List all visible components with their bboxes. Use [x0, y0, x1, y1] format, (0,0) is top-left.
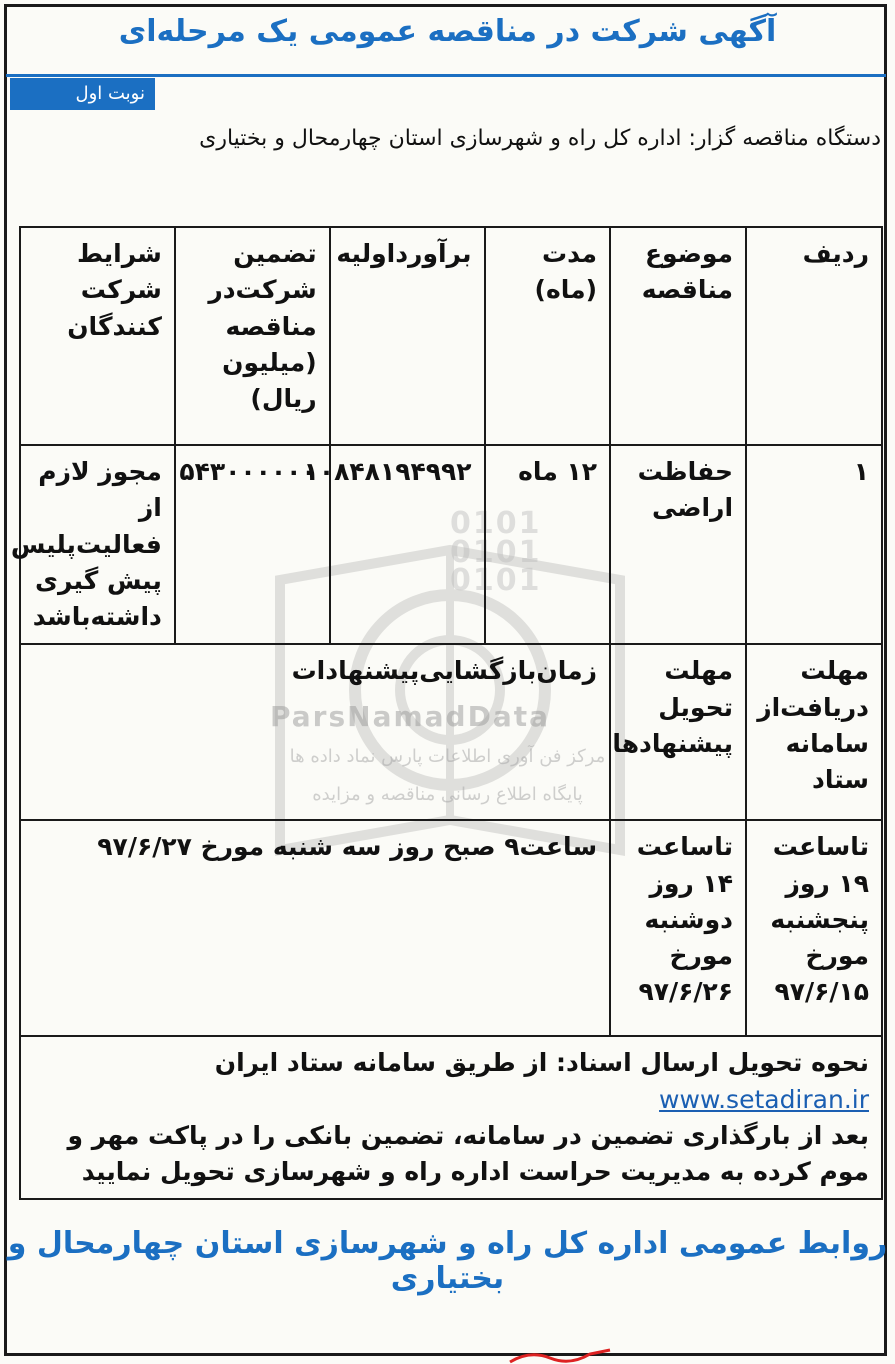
header-subject: موضوع مناقصه	[610, 227, 746, 445]
footer-signature: روابط عمومی اداره کل راه و شهرسازی استان چهارمحال و بختیاری	[7, 1226, 888, 1296]
header-receive-deadline: مهلت دریافت‌از سامانه ستاد	[746, 644, 882, 820]
header-guarantee: تضمین شرکت‌در مناقصه (میلیون ریال)	[175, 227, 330, 445]
cell-conditions: مجوز لازم از فعالیت‌پلیس پیش گیری داشته‌باشد	[20, 445, 175, 644]
header-row-no: ردیف	[746, 227, 882, 445]
header-conditions: شرایط شرکت کنندگان	[20, 227, 175, 445]
value-opening-time: ساعت۹ صبح روز سه شنبه مورخ ۹۷/۶/۲۷	[20, 820, 610, 1036]
cell-guarantee: ۵۴۳۰۰۰۰۰۰	[175, 445, 330, 644]
watermark-line-1: مرکز فن آوری اطلاعات پارس نماد داده ها	[289, 746, 606, 767]
header-duration: مدت (ماه)	[485, 227, 611, 445]
delivery-body: بعد از بارگذاری تضمین در سامانه، تضمین بانکی را در پاکت مهر و موم کرده به مدیریت حراست اداره راه و شهرسازی تحویل نمایید	[67, 1120, 869, 1186]
watermark-digits: 0101 0101 0101	[450, 506, 542, 598]
round-badge: نوبت اول	[10, 78, 155, 110]
cell-duration: ۱۲ ماه	[485, 445, 611, 644]
tender-table	[10, 226, 883, 1200]
value-submit-deadline: تاساعت ۱۴ روز دوشنبه مورخ ۹۷/۶/۲۶	[610, 820, 746, 1036]
title-divider	[6, 74, 886, 77]
red-mark-icon	[500, 1348, 620, 1364]
delivery-prefix: نحوه تحویل ارسال اسناد: از طریق سامانه ستاد ایران	[214, 1048, 869, 1078]
watermark-line-2: پایگاه اطلاع رسانی مناقصه و مزایده	[312, 784, 583, 805]
cell-subject: حفاظت اراضی	[610, 445, 746, 644]
header-estimate: برآورداولیه	[330, 227, 485, 445]
organizer-line: دستگاه مناقصه گزار: اداره کل راه و شهرسازی استان چهارمحال و بختیاری	[199, 126, 881, 151]
header-submit-deadline: مهلت تحویل پیشنهادها	[610, 644, 746, 820]
header-opening-time: زمان‌بازگشایی‌پیشنهادات	[20, 644, 610, 820]
watermark-brand: ParsNamadData	[270, 700, 550, 733]
value-receive-deadline: تاساعت ۱۹ روز پنجشنبه مورخ ۹۷/۶/۱۵	[746, 820, 882, 1036]
cell-estimate: ۱۰۸۴۸۱۹۴۹۹۲	[330, 445, 485, 644]
cell-row-no: ۱	[746, 445, 882, 644]
notice-title: آگهی شرکت در مناقصه عمومی یک مرحله‌ای	[118, 14, 777, 49]
setadiran-link[interactable]: www.setadiran.ir	[659, 1084, 869, 1114]
delivery-instructions	[20, 1036, 882, 1199]
